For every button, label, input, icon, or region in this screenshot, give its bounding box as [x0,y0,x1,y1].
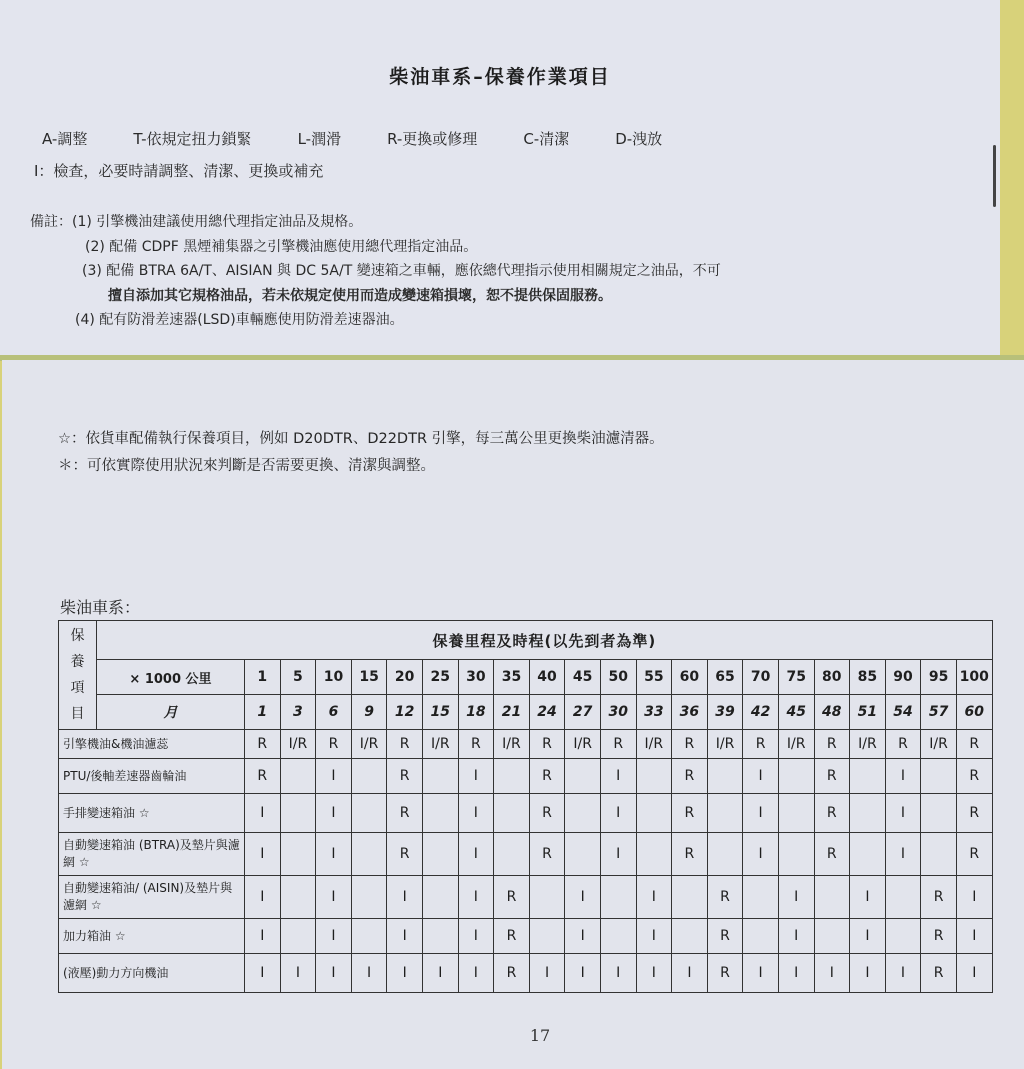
schedule-cell: I/R [636,730,672,759]
schedule-cell [850,833,886,876]
schedule-cell: R [921,919,957,954]
schedule-cell: I [636,876,672,919]
schedule-cell: R [245,759,281,794]
schedule-cell [494,833,530,876]
month-header-cell: 45 [778,695,814,730]
schedule-cell [351,759,387,794]
item-name: 引擎機油&機油濾蕊 [59,730,245,759]
schedule-cell: R [494,954,530,993]
schedule-cell: I [245,876,281,919]
km-header-cell: 45 [565,660,601,695]
schedule-cell: I [316,759,352,794]
schedule-cell [707,833,743,876]
schedule-cell: R [672,833,708,876]
schedule-cell: I [245,794,281,833]
schedule-cell: I [387,954,423,993]
star-note: ☆：依貨車配備執行保養項目，例如 D20DTR、D22DTR 引擎，每三萬公里更換柴油濾清器。 [58,431,664,447]
km-header-cell: 80 [814,660,850,695]
schedule-cell: R [956,833,992,876]
schedule-cell: I [316,954,352,993]
schedule-cell: I/R [422,730,458,759]
schedule-cell: I [743,794,779,833]
schedule-cell: I [565,954,601,993]
schedule-cell: I [280,954,316,993]
schedule-cell: R [529,794,565,833]
schedule-cell: I/R [850,730,886,759]
table-row [59,919,993,954]
schedule-cell [351,794,387,833]
schedule-cell: I [600,759,636,794]
month-header-cell: 60 [956,695,992,730]
asterisk-note: ＊：可依實際使用狀況來判斷是否需要更換、清潔與調整。 [58,458,435,474]
schedule-cell: I [387,919,423,954]
km-header-cell: 20 [387,660,423,695]
km-header-cell: 70 [743,660,779,695]
schedule-cell [422,919,458,954]
schedule-cell [850,794,886,833]
schedule-cell: R [707,876,743,919]
schedule-cell: R [494,876,530,919]
schedule-cell: I [245,954,281,993]
schedule-cell: I [458,954,494,993]
month-header-cell: 54 [885,695,921,730]
schedule-cell: I/R [565,730,601,759]
schedule-cell: R [529,730,565,759]
unit-month: 月 [97,695,245,730]
schedule-cell: R [529,833,565,876]
schedule-cell [565,833,601,876]
schedule-cell [422,833,458,876]
page-number: 17 [529,1026,551,1045]
schedule-cell: I [316,833,352,876]
schedule-cell [280,759,316,794]
schedule-cell: I [458,759,494,794]
schedule-cell: I [316,876,352,919]
month-header-cell: 18 [458,695,494,730]
schedule-cell: R [387,759,423,794]
km-header-cell: 50 [600,660,636,695]
schedule-cell [529,919,565,954]
schedule-cell [280,919,316,954]
table-row [59,730,993,759]
table-row [59,954,993,993]
km-header-cell: 25 [422,660,458,695]
km-header-cell: 35 [494,660,530,695]
schedule-cell [921,833,957,876]
schedule-cell: I [743,759,779,794]
item-name: (液壓)動力方向機油 [59,954,245,993]
schedule-cell: R [743,730,779,759]
schedule-cell [885,876,921,919]
month-header-cell: 27 [565,695,601,730]
section-label: 柴油車系： [60,598,141,617]
item-name: 自動變速箱油 (BTRA)及墊片與濾網 ☆ [59,833,245,876]
unit-km: × 1000 公里 [97,660,245,695]
schedule-cell: I [565,876,601,919]
schedule-cell: I [600,833,636,876]
schedule-cell [280,833,316,876]
legend-drain: D-洩放 [615,130,663,148]
schedule-cell [494,759,530,794]
schedule-cell: R [707,919,743,954]
schedule-cell: I/R [921,730,957,759]
schedule-cell: I [245,919,281,954]
schedule-cell: R [814,794,850,833]
km-header-cell: 75 [778,660,814,695]
schedule-cell: I/R [707,730,743,759]
schedule-cell [422,794,458,833]
km-header-cell: 40 [529,660,565,695]
schedule-cell: I [458,833,494,876]
schedule-cell [885,919,921,954]
km-header-cell: 100 [956,660,992,695]
schedule-cell: R [672,730,708,759]
schedule-cell: R [672,759,708,794]
schedule-cell: I [956,919,992,954]
month-header-cell: 42 [743,695,779,730]
schedule-cell: I [245,833,281,876]
item-name: PTU/後軸差速器齒輪油 [59,759,245,794]
month-header-cell: 21 [494,695,530,730]
km-header-cell: 55 [636,660,672,695]
schedule-cell: R [956,759,992,794]
schedule-cell [600,919,636,954]
schedule-cell: I [956,954,992,993]
km-header-cell: 15 [351,660,387,695]
schedule-cell [814,919,850,954]
schedule-cell [707,759,743,794]
schedule-cell: R [956,794,992,833]
schedule-cell: I/R [351,730,387,759]
schedule-cell: R [672,794,708,833]
schedule-cell: I [600,794,636,833]
legend-inspect: I：檢查，必要時請調整、清潔、更換或補充 [34,162,324,180]
corner-char: 保 [70,628,85,644]
schedule-cell: I [743,954,779,993]
schedule-cell: I [636,954,672,993]
km-header-cell: 65 [707,660,743,695]
schedule-cell: I [458,919,494,954]
legend-torque: T-依規定扭力鎖緊 [133,130,252,148]
schedule-cell: R [387,730,423,759]
schedule-cell [422,876,458,919]
schedule-cell: I [778,876,814,919]
schedule-cell: I [778,919,814,954]
schedule-cell [743,876,779,919]
schedule-cell: I [850,876,886,919]
schedule-cell: I [885,954,921,993]
schedule-cell: I [850,919,886,954]
schedule-cell: R [387,794,423,833]
schedule-cell: I [885,833,921,876]
km-header-cell: 5 [280,660,316,695]
schedule-cell: I [956,876,992,919]
schedule-cell [636,794,672,833]
corner-char: 目 [70,706,85,722]
schedule-cell [494,794,530,833]
schedule-cell: I [814,954,850,993]
schedule-cell [636,833,672,876]
schedule-cell [850,759,886,794]
legend-lubricate: L-潤滑 [297,130,342,148]
schedule-cell: I [316,919,352,954]
legend-adjust: A-調整 [42,130,88,148]
table-row [59,876,993,919]
km-header-cell: 10 [316,660,352,695]
month-header-cell: 6 [316,695,352,730]
schedule-cell: R [814,759,850,794]
schedule-cell: I [387,876,423,919]
item-name: 加力箱油 ☆ [59,919,245,954]
schedule-cell [814,876,850,919]
month-header-cell: 9 [351,695,387,730]
month-header-cell: 57 [921,695,957,730]
note-3: (3) 配備 BTRA 6A/T、AISIAN 與 DC 5A/T 變速箱之車輛，應依總代理指示使用相關規定之油品，不可 [82,263,721,279]
schedule-cell [636,759,672,794]
km-header-cell: 30 [458,660,494,695]
km-header-cell: 1 [245,660,281,695]
table-row [59,794,993,833]
schedule-cell: R [245,730,281,759]
note-2: (2) 配備 CDPF 黑煙補集器之引擎機油應使用總代理指定油品。 [85,238,478,255]
schedule-cell: I [636,919,672,954]
schedule-cell: R [814,730,850,759]
legend-replace: R-更換或修理 [387,130,478,148]
schedule-cell: R [529,759,565,794]
month-header-cell: 12 [387,695,423,730]
schedule-cell [778,759,814,794]
km-header-cell: 60 [672,660,708,695]
schedule-cell: R [458,730,494,759]
schedule-cell [921,759,957,794]
km-header-cell: 85 [850,660,886,695]
schedule-cell: I [458,794,494,833]
month-header-cell: 39 [707,695,743,730]
schedule-cell: I/R [494,730,530,759]
item-name: 自動變速箱油/ (AISIN)及墊片與濾網 ☆ [59,876,245,919]
schedule-cell: I [316,794,352,833]
corner-char: 項 [70,680,85,696]
schedule-cell [351,876,387,919]
schedule-header: 保養里程及時程(以先到者為準) [97,621,993,660]
month-header-cell: 1 [245,695,281,730]
month-header-cell: 30 [600,695,636,730]
schedule-cell: I [458,876,494,919]
month-header-cell: 33 [636,695,672,730]
schedule-cell [351,833,387,876]
schedule-cell: I/R [280,730,316,759]
month-header-cell: 36 [672,695,708,730]
schedule-cell: I [422,954,458,993]
table-row [59,833,993,876]
schedule-cell: I [778,954,814,993]
schedule-cell: I [850,954,886,993]
month-header-cell: 3 [280,695,316,730]
schedule-cell: I [600,954,636,993]
schedule-cell: R [885,730,921,759]
schedule-cell [529,876,565,919]
schedule-cell: I [529,954,565,993]
schedule-cell: I/R [778,730,814,759]
schedule-cell [600,876,636,919]
schedule-cell: I [885,794,921,833]
schedule-cell [672,876,708,919]
schedule-cell [280,794,316,833]
schedule-cell: R [956,730,992,759]
legend-row [42,128,942,149]
corner-header [59,621,97,730]
month-header-cell: 51 [850,695,886,730]
schedule-cell: R [707,954,743,993]
corner-char: 養 [70,654,85,670]
schedule-cell [565,794,601,833]
schedule-cell [778,794,814,833]
note-4: (4) 配有防滑差速器(LSD)車輛應使用防滑差速器油。 [75,312,404,328]
schedule-cell [921,794,957,833]
schedule-cell [351,919,387,954]
schedule-cell [422,759,458,794]
star-notes [58,426,664,480]
schedule-cell [778,833,814,876]
schedule-cell: R [316,730,352,759]
maintenance-table [58,620,993,993]
schedule-cell: R [600,730,636,759]
schedule-cell: R [921,954,957,993]
table-row [59,759,993,794]
legend-clean: C-清潔 [523,130,570,148]
schedule-cell: I [743,833,779,876]
item-name: 手排變速箱油 ☆ [59,794,245,833]
schedule-cell: I [885,759,921,794]
schedule-cell: R [921,876,957,919]
schedule-cell: I [672,954,708,993]
schedule-cell: R [494,919,530,954]
schedule-cell [280,876,316,919]
schedule-cell [743,919,779,954]
month-header-cell: 24 [529,695,565,730]
note-3-cont: 擅自添加其它規格油品，若未依規定使用而造成變速箱損壞，恕不提供保固服務。 [108,287,612,304]
schedule-cell [707,794,743,833]
month-header-cell: 48 [814,695,850,730]
note-1: 備註：(1) 引擎機油建議使用總代理指定油品及規格。 [30,214,363,230]
schedule-cell [672,919,708,954]
schedule-cell: R [387,833,423,876]
km-header-cell: 95 [921,660,957,695]
schedule-cell: I [351,954,387,993]
month-header-cell: 15 [422,695,458,730]
pen-mark [993,145,996,207]
page-title: 柴油車系–保養作業項目 [389,66,611,88]
schedule-cell: R [814,833,850,876]
km-header-cell: 90 [885,660,921,695]
schedule-cell [565,759,601,794]
notes-block [30,210,721,333]
schedule-cell: I [565,919,601,954]
